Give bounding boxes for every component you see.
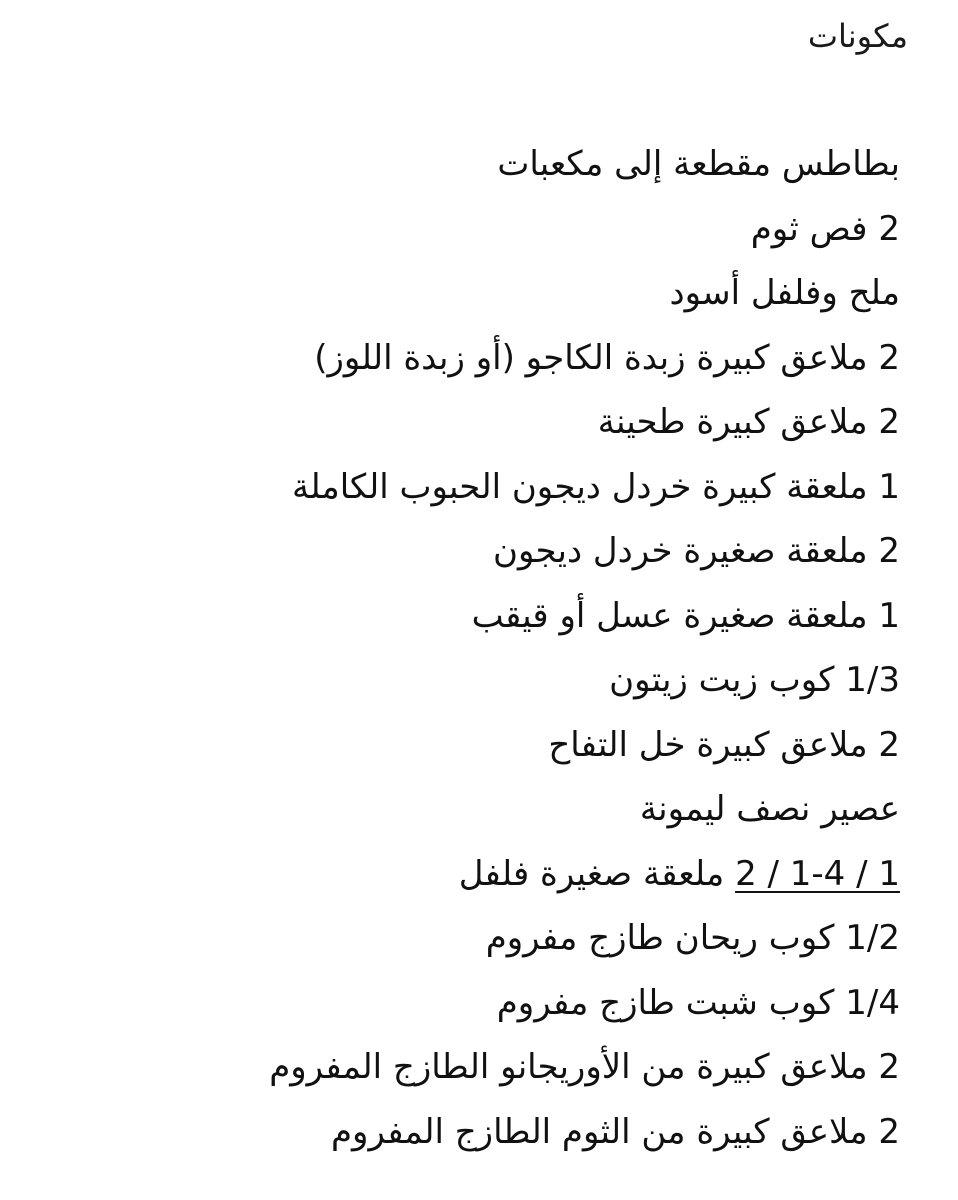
ingredients-list xyxy=(269,132,900,1164)
ingredient-item: 2 ملاعق كبيرة من الثوم الطازج المفروم xyxy=(331,1111,900,1152)
ingredient-item: 1 ملعقة كبيرة خردل ديجون الحبوب الكاملة xyxy=(292,466,900,507)
ingredients-heading: مكونات xyxy=(807,17,908,55)
ingredient-item: 1/3 كوب زيت زيتون xyxy=(609,660,900,700)
pepper-fraction-link[interactable]: 2 / 1-4 / 1 xyxy=(735,853,900,894)
ingredient-item: 1/2 كوب ريحان طازج مفروم xyxy=(485,918,900,958)
ingredient-item: 2 ملاعق كبيرة خل التفاح xyxy=(548,724,900,765)
ingredient-item: 2 ملعقة صغيرة خردل ديجون xyxy=(493,531,900,571)
ingredient-item: بطاطس مقطعة إلى مكعبات xyxy=(497,144,900,184)
ingredient-item: 1/4 كوب شبت طازج مفروم xyxy=(496,982,900,1023)
ingredient-text: ملعقة صغيرة فلفل xyxy=(458,853,736,894)
ingredient-item xyxy=(269,842,900,907)
ingredient-item: 2 ملاعق كبيرة زبدة الكاجو (أو زبدة اللوز) xyxy=(314,337,900,378)
ingredient-item: عصير نصف ليمونة xyxy=(639,789,900,829)
ingredient-item: 1 ملعقة صغيرة عسل أو قيقب xyxy=(471,595,900,636)
ingredient-item: 2 ملاعق كبيرة من الأوريجانو الطازج المفروم xyxy=(269,1047,900,1087)
ingredient-item: ملح وفلفل أسود xyxy=(669,273,900,313)
ingredient-item: 2 ملاعق كبيرة طحينة xyxy=(597,402,900,442)
ingredient-item: 2 فص ثوم xyxy=(750,208,900,249)
